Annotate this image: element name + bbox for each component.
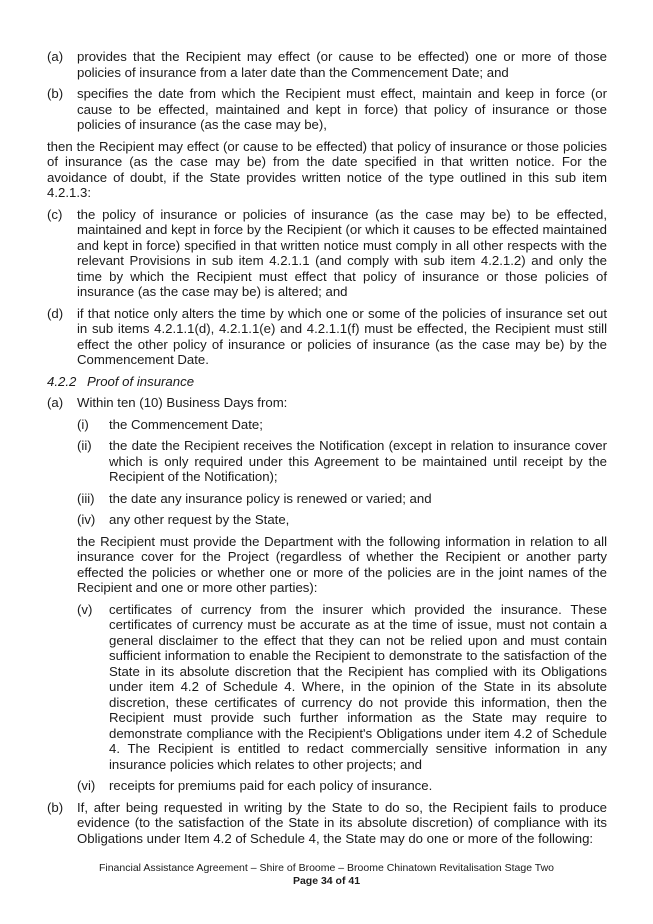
sub-text: the date any insurance policy is renewed or varied; and (109, 490, 432, 506)
list-marker: (c) (47, 206, 63, 222)
page-footer (0, 862, 653, 887)
list-marker: (b) (47, 799, 64, 815)
sub-marker: (i) (77, 416, 89, 432)
list-text: the policy of insurance or policies of insurance (as the case may be) to be effected, maintained and kept in force by the Recipient (or which it causes to be effected maintained and kept in force) specified in that written notice must comply in all other respects with the relevant Provisions in sub item 4.2.1.1 (and comply with sub item 4.2.1.2) and only the time by which the Recipient must effect that policy of insurance or those policies of insurance (as the case may be) is altered; and (77, 206, 607, 299)
sub-marker: (iii) (77, 490, 95, 506)
proof-item-b (47, 800, 607, 847)
sub-text: the Commencement Date; (109, 416, 263, 432)
sub-marker: (iv) (77, 512, 96, 527)
sub-marker: (vi) (77, 778, 96, 793)
sub-item-iii (77, 491, 607, 507)
then-paragraph: then the Recipient may effect (or cause to be effected) that policy of insurance or those policies of insurance (as the case may be) from the date specified in that written notice. For the avoidance of doubt, if the State provides written notice of the type outlined in this sub item 4.2.1.3: (47, 138, 607, 200)
proof-item-a (47, 395, 607, 411)
list-item-d (47, 306, 607, 368)
sub-text: receipts for premiums paid for each policy of insurance. (109, 778, 433, 793)
sub-item-ii (77, 438, 607, 485)
sub-item-vi (77, 778, 607, 794)
list-item-a (47, 49, 607, 80)
list-item-c (47, 207, 607, 300)
page-number: Page 34 of 41 (292, 874, 361, 887)
footer-title: Financial Assistance Agreement – Shire of Broome – Broome Chinatown Revitalisation Stage Two (98, 862, 555, 874)
provide-paragraph: the Recipient must provide the Department with the following information in relation to all insurance cover for the Project (regardless of whether the Recipient or another party effected the policies or whether one or more of the policies are in the joint names of the Recipient and one or more other parties): (77, 533, 607, 595)
sub-text: certificates of currency from the insurer which provided the insurance. These certificates of currency must be accurate as at the time of issue, must not contain a general disclaimer to the effect that they can not be relied upon and must contain sufficient information to enable the Recipient to demonstrate to the satisfaction of the State in its absolute discretion that the Recipient has complied with its Obligations under item 4.2 of Schedule 4. Where, in the opinion of the State in its absolute discretion, these certificates of currency do not provide this information, then the Recipient must provide such further information as the State may require to demonstrate compliance with the Recipient's Obligations under item 4.2 of Schedule 4. The Recipient is entitled to redact commercially sensitive information in any insurance policies which relates to other projects; and (109, 601, 607, 772)
sub-text: the date the Recipient receives the Notification (except in relation to insurance cover which is only required under this Agreement to be maintained until receipt by the Recipient of the Notification); (109, 438, 607, 484)
list-text: specifies the date from which the Recipient must effect, maintain and keep in force (or cause to be effected, maintained and kept in force) that policy of insurance or those policies of insurance (as the case may be), (77, 86, 607, 132)
section-heading (47, 374, 607, 390)
section-title: Proof of insurance (87, 373, 195, 389)
list-text: if that notice only alters the time by which one or some of the policies of insurance set out in sub items 4.2.1.1(d), 4.2.1.1(e) and 4.2.1.1(f) must be effected, the Recipient must still effect the other policy of insurance or policies of insurance (as the case may be) by the Commencement Date. (77, 305, 607, 367)
list-marker: (a) (47, 395, 64, 410)
sub-marker: (ii) (77, 438, 92, 453)
page-content (47, 49, 607, 846)
sub-item-i (77, 417, 607, 433)
sub-marker: (v) (77, 601, 93, 617)
list-marker: (d) (47, 305, 64, 321)
list-item-b (47, 86, 607, 133)
sub-item-v (77, 602, 607, 773)
list-marker: (b) (47, 86, 64, 101)
list-text: Within ten (10) Business Days from: (77, 395, 288, 410)
list-text: If, after being requested in writing by the State to do so, the Recipient fails to produce evidence (to the satisfaction of the State in its absolute discretion) of compliance with its Obligations under Item 4.2 of Schedule 4, the State may do one or more of the following: (77, 799, 607, 846)
list-text: provides that the Recipient may effect (or cause to be effected) one or more of those policies of insurance from a later date than the Commencement Date; and (77, 49, 607, 80)
sub-text: any other request by the State, (109, 512, 290, 527)
list-marker: (a) (47, 49, 64, 64)
sub-item-iv (77, 512, 607, 528)
section-number: 4.2.2 (47, 373, 77, 389)
